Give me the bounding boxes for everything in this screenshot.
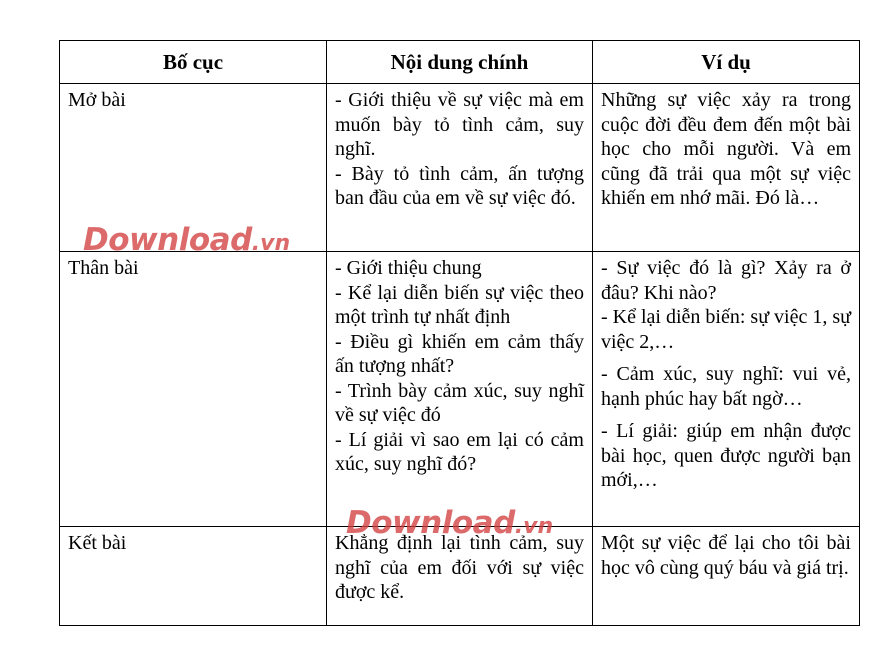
content-item: - Lí giải vì sao em lại có cảm xúc, suy nghĩ đó? bbox=[335, 428, 584, 475]
content-item: - Bày tỏ tình cảm, ấn tượng ban đầu của em về sự việc đó. bbox=[335, 162, 584, 209]
content-item: - Kể lại diễn biến sự việc theo một trình tự nhất định bbox=[335, 281, 584, 328]
header-example: Ví dụ bbox=[593, 41, 860, 84]
content-item: - Trình bày cảm xúc, suy nghĩ về sự việc đó bbox=[335, 379, 584, 426]
content-item: - Điều gì khiến em cảm thấy ấn tượng nhất? bbox=[335, 330, 584, 377]
header-row bbox=[60, 41, 860, 84]
watermark-tld: .vn bbox=[514, 514, 554, 539]
example-item: Những sự việc xảy ra trong cuộc đời đều đem đến một bài học cho mỗi người. Và em cũng đã trải qua một sự việc khiến em nhớ mãi. Đó là… bbox=[601, 89, 851, 209]
header-main-content: Nội dung chính bbox=[327, 41, 593, 84]
example-item: - Cảm xúc, suy nghĩ: vui vẻ, hạnh phúc hay bất ngờ… bbox=[601, 363, 851, 410]
content-cell bbox=[327, 527, 593, 626]
content-item: Khẳng định lại tình cảm, suy nghĩ của em đối với sự việc được kể. bbox=[335, 532, 584, 603]
example-cell bbox=[593, 252, 860, 527]
content-item: - Giới thiệu về sự việc mà em muốn bày tỏ tình cảm, suy nghĩ. bbox=[335, 89, 584, 160]
example-item: - Kể lại diễn biến: sự việc 1, sự việc 2,… bbox=[601, 306, 851, 353]
section-label: Mở bài bbox=[60, 84, 327, 252]
example-item: - Sự việc đó là gì? Xảy ra ở đâu? Khi nào? bbox=[601, 257, 851, 304]
table-row bbox=[60, 527, 860, 626]
section-label: Thân bài bbox=[60, 252, 327, 527]
example-cell bbox=[593, 527, 860, 626]
header-structure: Bố cục bbox=[60, 41, 327, 84]
outline-table bbox=[59, 40, 860, 626]
table-row bbox=[60, 84, 860, 252]
table-row bbox=[60, 252, 860, 527]
example-item: - Lí giải: giúp em nhận được bài học, quen được người bạn mới,… bbox=[601, 420, 851, 491]
watermark-brand: Download bbox=[83, 222, 252, 258]
content-item: - Giới thiệu chung bbox=[335, 257, 482, 279]
example-item: Một sự việc để lại cho tôi bài học vô cùng quý báu và giá trị. bbox=[601, 532, 851, 579]
content-cell bbox=[327, 84, 593, 252]
content-cell bbox=[327, 252, 593, 527]
section-label: Kết bài bbox=[60, 527, 327, 626]
watermark-tld: .vn bbox=[251, 231, 291, 256]
example-cell bbox=[593, 84, 860, 252]
watermark-brand: Download bbox=[346, 505, 515, 541]
